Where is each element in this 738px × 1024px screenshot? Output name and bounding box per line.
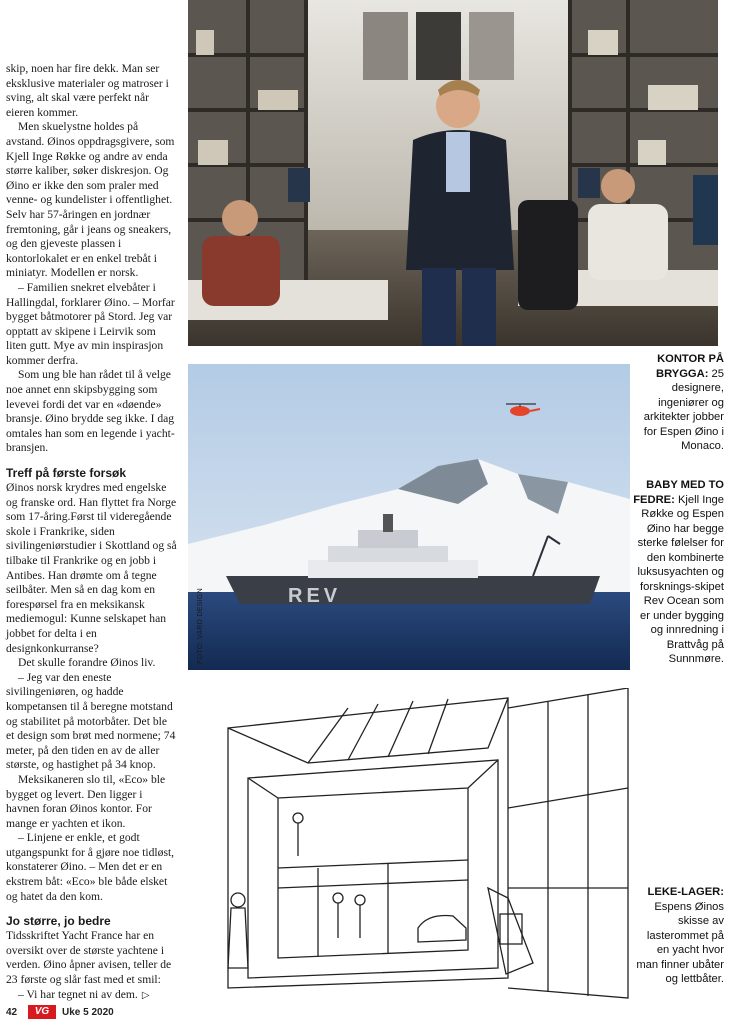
caption-text: 25 designere, ingeniører og arkitekter jobber for Espen Øino i Monaco. (643, 367, 724, 452)
paragraph: Men skuelystne holdes på avstand. Øinos oppdragsgivere, som Kjell Inge Røkke og andre av enda større kaliber, søker diskresjon. Og Øino er ikke den som praler med venne- og kundelister i offentlighet. Selv har 57-åringen en jordnær fremtoning, går i jeans og sneakers, og den gjeveste plassen i kontorlokalet er en enkel trebåt i miniatyr. Modellen er norsk. (6, 120, 175, 280)
article-column (6, 62, 178, 1003)
office-photo (188, 0, 718, 346)
sketch-illustration (188, 688, 630, 1000)
caption-text: Kjell Inge Røkke og Espen Øino har begge sterke følelser for den kombinerte luksusyachten og forsknings-skipet Rev Ocean som er under bygging og innredning i Brattvåg på Sunnmøre. (637, 493, 724, 665)
photo-credit: FOTO: VARD DESIGN (197, 587, 204, 664)
ship-photo (188, 364, 630, 670)
caption-label: LEKE-LAGER: (647, 886, 724, 898)
paragraph: Meksikaneren slo til, «Eco» ble bygget og levert. Den ligger i havnen foran Øinos kontor. For mange er yachten et ikon. (6, 772, 166, 830)
paragraph: – Jeg var den eneste sivilingeniøren, og hadde kompetansen til å beregne motstand og stabilitet på motorbåter. Det ble et design som brøt med normene; 74 meter, på den tiden en av de aller største, og hastighet på 34 knop. (6, 670, 176, 772)
subheading: Jo større, jo bedre (6, 914, 111, 929)
caption-label: BABY MED TO FEDRE: (633, 479, 724, 506)
paragraph: Øinos norsk krydres med engelske og franske ord. Han flyttet fra Norge som 17-åring.Først til videregående skole i Frankrike, siden sivilingeniørstudier i Skottland og så tilbake til Frankrike og en jobb i Antibes. Han drømte om å tegne seilbåter. Men så en dag kom en forespørsel fra en meksikansk mediemogul: Kunne selskapet han jobbet for delta i en designkonkurranse? (6, 481, 177, 655)
paragraph: skip, noen har fire dekk. Man ser eksklusive materialer og matroser i sving, alt skal være perfekt når eieren kommer. (6, 62, 169, 119)
paragraph: – Linjene er enkle, et godt utgangspunkt for å gjøre noe tidløst, konstaterer Øino. – Men det er en ekstrem båt: «Eco» ble både elsket og hatet da den kom. (6, 831, 175, 903)
subheading: Treff på første forsøk (6, 466, 127, 481)
page-number: 42 (6, 1007, 18, 1018)
paragraph-text: – Vi har tegnet ni av dem. (18, 987, 138, 1001)
hull-text: REV (288, 585, 342, 607)
vg-logo: VG (28, 1005, 56, 1019)
sketch-caption (632, 885, 724, 987)
paragraph: Tidsskriftet Yacht France har en oversikt over de største yachtene i verden. Øino åpner avisen, teller de 23 første og slår fast med et smil: (6, 929, 172, 987)
paragraph: Det skulle forandre Øinos liv. (18, 656, 156, 670)
ship-illustration (188, 364, 630, 670)
paragraph (6, 988, 178, 1004)
sketch-drawing (188, 688, 630, 1000)
caption-label: KONTOR PÅ BRYGGA: (656, 353, 724, 380)
paragraph: Som ung ble han rådet til å velge noe annet enn skipsbygging som levevei fordi det var en «døende» bransje. Øino brydde seg ikke. I dag omtales han som en legende i yacht-bransjen. (6, 368, 175, 455)
office-caption (632, 352, 724, 454)
office-illustration (188, 0, 718, 346)
issue-label: Uke 5 2020 (62, 1007, 114, 1018)
continue-arrow-icon: ▷ (141, 989, 150, 1001)
ship-caption (632, 478, 724, 667)
paragraph: – Familien snekret elvebåter i Hallingdal, forklarer Øino. – Morfar bygget båtmotorer på Stord. Jeg var opptatt av skipene i Leirvik som liten gutt. Mye av min inspirasjon kommer derfra. (6, 280, 175, 367)
caption-text: Espens Øinos skisse av lasterommet på en yacht hvor man finner ubåter og lettbåter. (636, 900, 724, 985)
